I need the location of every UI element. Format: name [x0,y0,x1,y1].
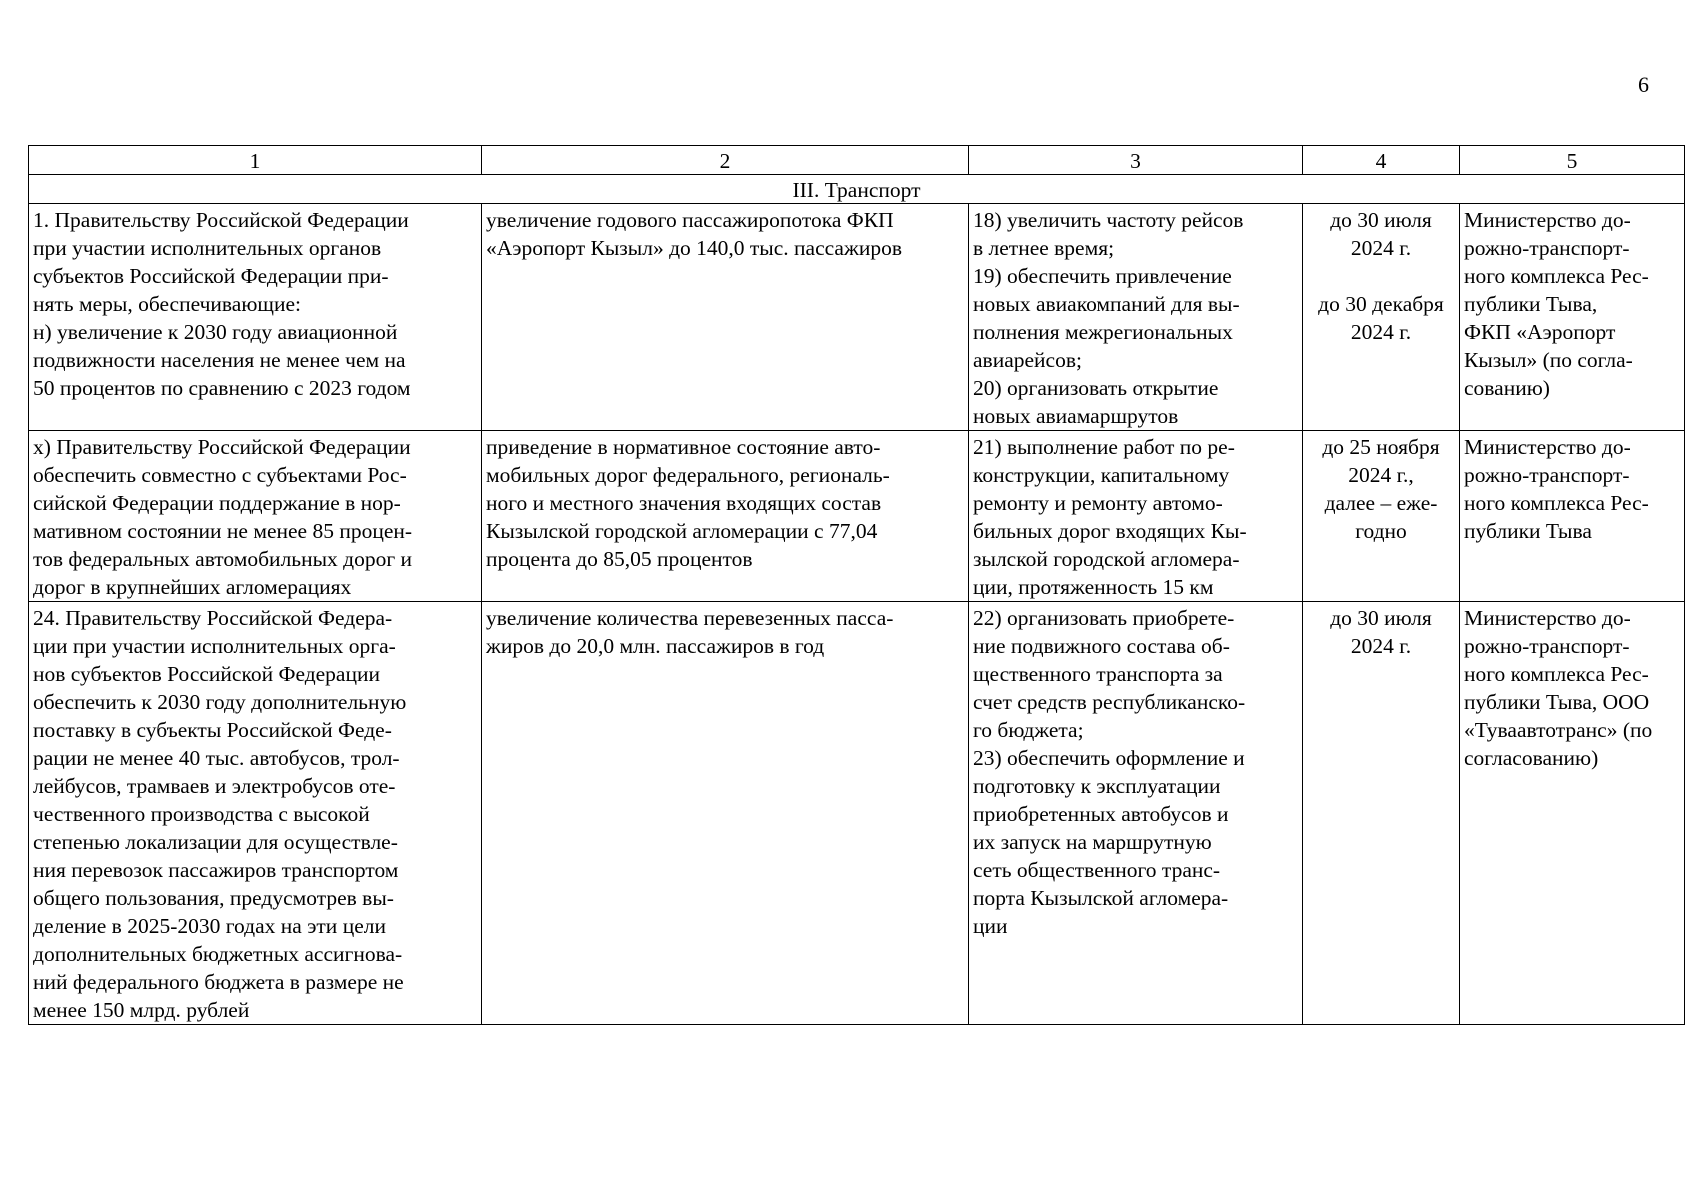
measures-cell: 22) организовать приобрете- ние подвижного состава об- щественного транспорта за счет средств республиканско- го бюджета; 23) обеспечить оформление и подготовку к эксплуатации приобретенных автобусов и их запуск на маршрутную сеть общественного транс- порта Кызылской агломера- ции [969,602,1303,1025]
plan-table [28,145,1685,1025]
task-cell: х) Правительству Российской Федерации обеспечить совместно с субъектами Рос- сийской Федерации поддержание в нор- мативном состоянии не менее 85 процен- тов федеральных автомобильных дорог и дорог в крупнейших агломерациях [29,431,482,602]
responsible-cell: Министерство до- рожно-транспорт- ного комплекса Рес- публики Тыва, ООО «Туваавтотранс» (по согласованию) [1460,602,1685,1025]
column-header-2: 2 [482,146,969,175]
table-row [29,431,1685,602]
deadline-cell: до 25 ноября 2024 г., далее – еже- годно [1303,431,1460,602]
result-cell: приведение в нормативное состояние авто- мобильных дорог федерального, региональ- ного и местного значения входящих состав Кызылской городской агломерации с 77,04 процента до 85,05 процентов [482,431,969,602]
page-number: 6 [1638,72,1649,97]
column-header-5: 5 [1460,146,1685,175]
result-cell: увеличение количества перевезенных пасса- жиров до 20,0 млн. пассажиров в год [482,602,969,1025]
measures-cell: 21) выполнение работ по ре- конструкции, капитальному ремонту и ремонту автомо- бильных дорог входящих Кы- зылской городской агломера- ции, протяженность 15 км [969,431,1303,602]
table-header-row [29,146,1685,175]
section-title: III. Транспорт [29,175,1685,204]
measures-cell: 18) увеличить частоту рейсов в летнее время; 19) обеспечить привлечение новых авиакомпаний для вы- полнения межрегиональных авиарейсов; 20) организовать открытие новых авиамаршрутов [969,204,1303,431]
responsible-cell: Министерство до- рожно-транспорт- ного комплекса Рес- публики Тыва [1460,431,1685,602]
column-header-4: 4 [1303,146,1460,175]
table-row [29,602,1685,1025]
result-cell: увеличение годового пассажиропотока ФКП «Аэропорт Кызыл» до 140,0 тыс. пассажиров [482,204,969,431]
responsible-cell: Министерство до- рожно-транспорт- ного комплекса Рес- публики Тыва, ФКП «Аэропорт Кызыл» (по согла- сованию) [1460,204,1685,431]
table-row [29,204,1685,431]
section-row [29,175,1685,204]
deadline-cell: до 30 июля 2024 г. до 30 декабря 2024 г. [1303,204,1460,431]
deadline-cell: до 30 июля 2024 г. [1303,602,1460,1025]
column-header-1: 1 [29,146,482,175]
column-header-3: 3 [969,146,1303,175]
task-cell: 1. Правительству Российской Федерации при участии исполнительных органов субъектов Российской Федерации при- нять меры, обеспечивающие: н) увеличение к 2030 году авиационной подвижности населения не менее чем на 50 процентов по сравнению с 2023 годом [29,204,482,431]
task-cell: 24. Правительству Российской Федера- ции при участии исполнительных орга- нов субъектов Российской Федерации обеспечить к 2030 году дополнительную поставку в субъекты Российской Феде- рации не менее 40 тыс. автобусов, трол- лейбусов, трамваев и электробусов оте- чественного производства с высокой степенью локализации для осуществле- ния перевозок пассажиров транспортом общего пользования, предусмотрев вы- деление в 2025-2030 годах на эти цели дополнительных бюджетных ассигнова- ний федерального бюджета в размере не менее 150 млрд. рублей [29,602,482,1025]
